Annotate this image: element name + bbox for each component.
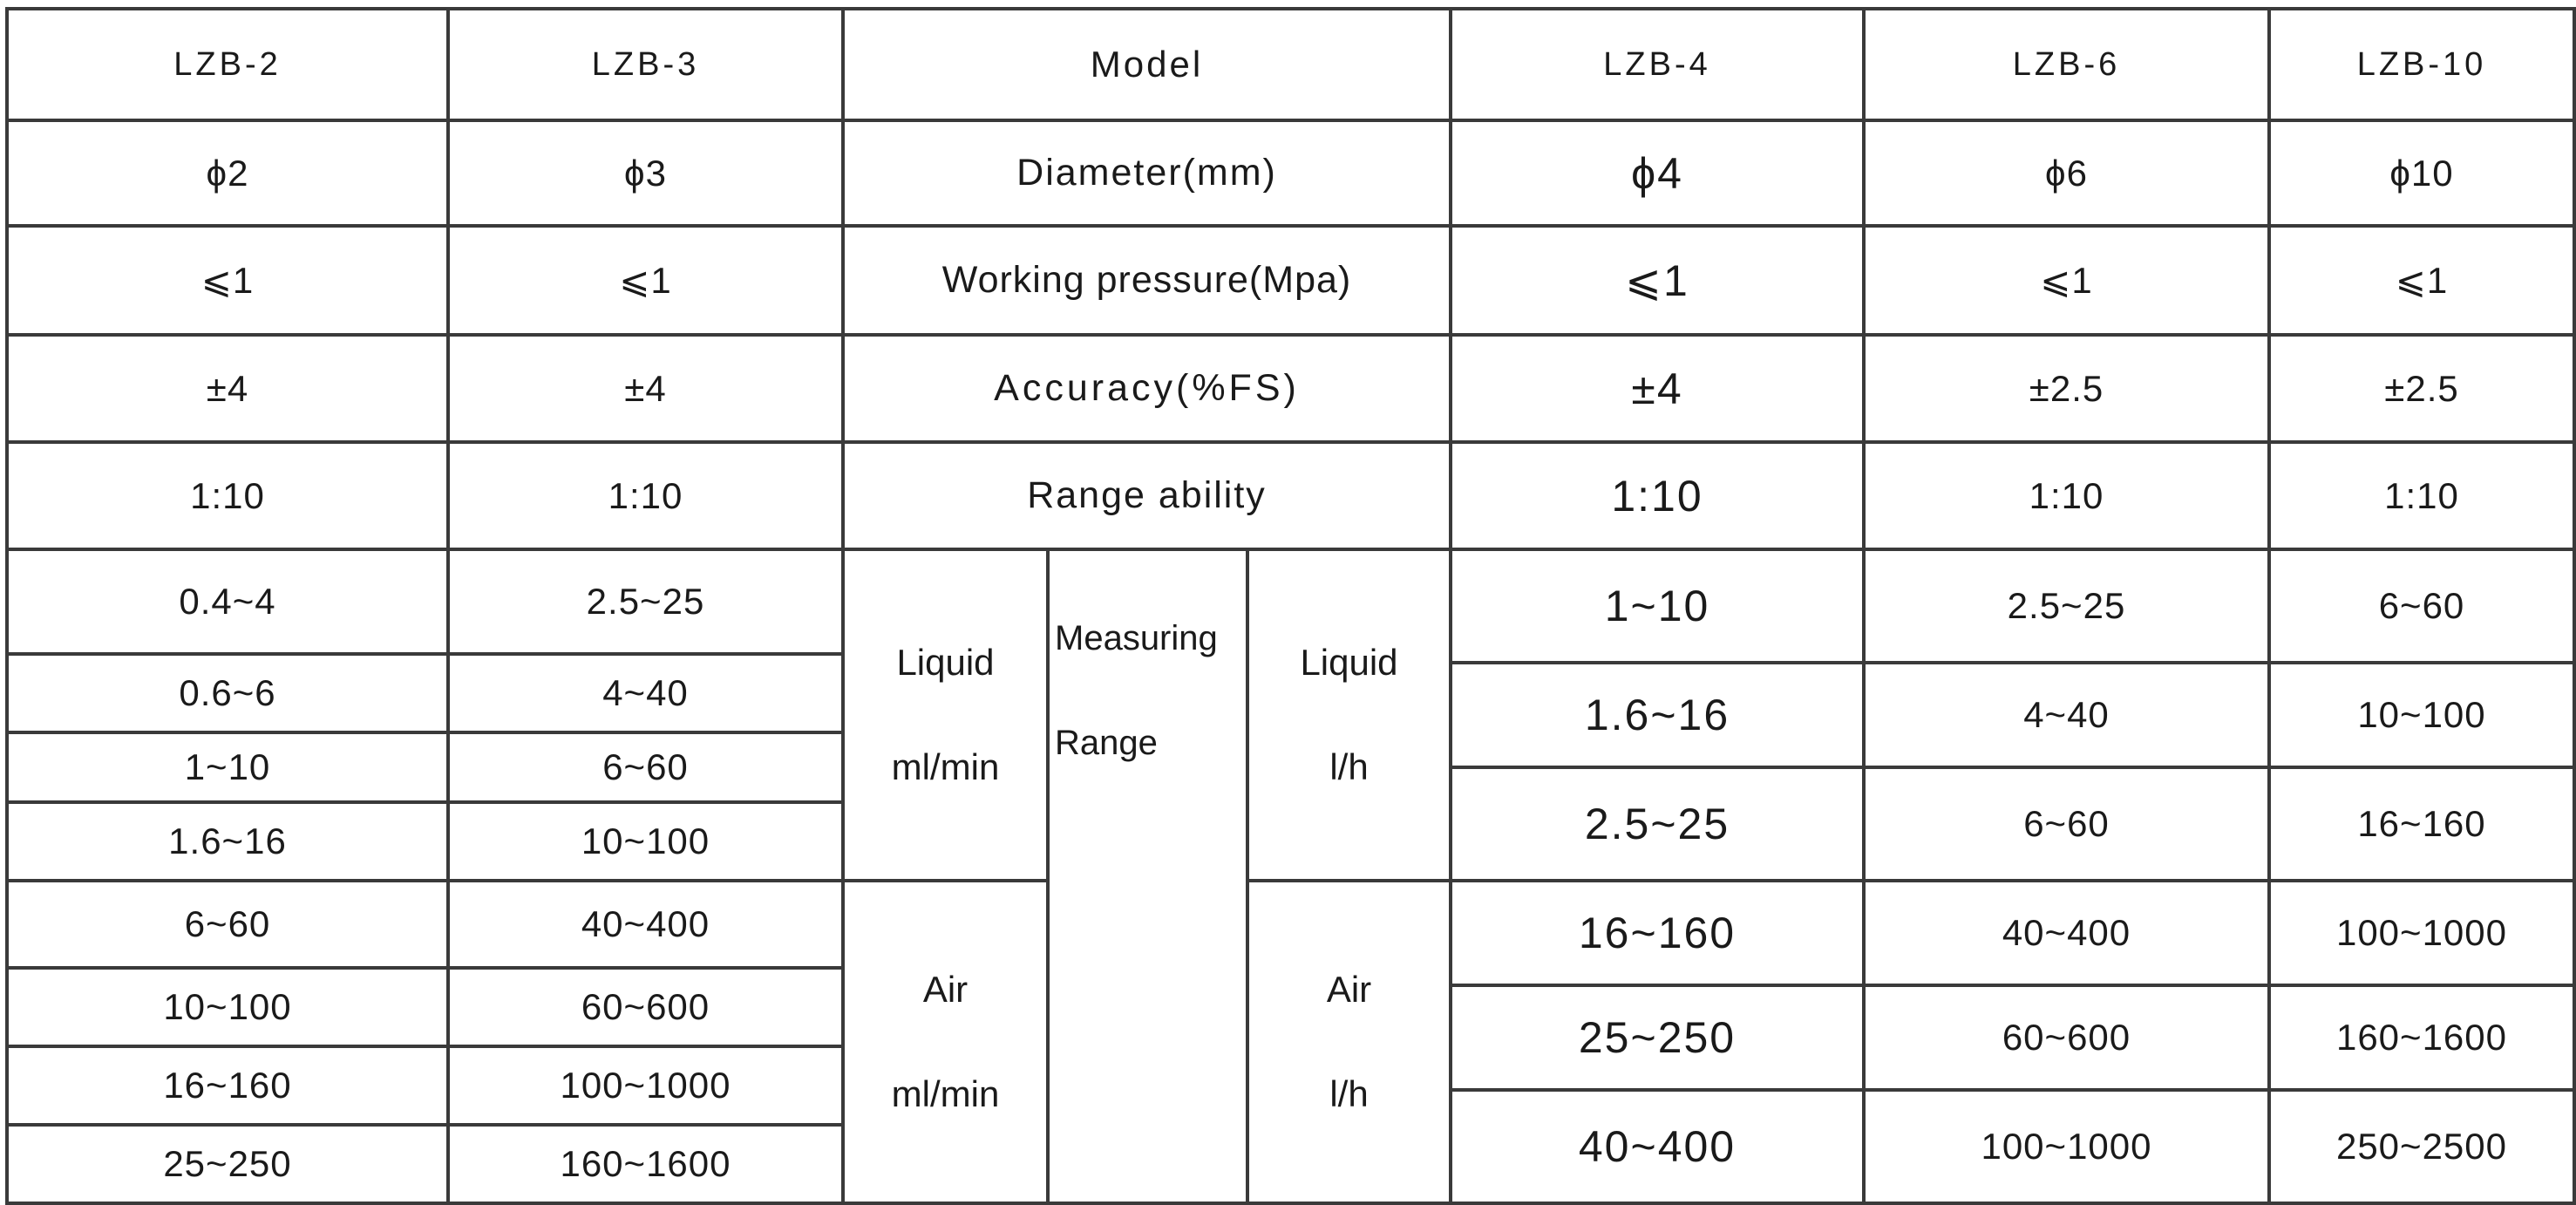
air-large-unit <box>1247 881 1451 1203</box>
cell: 10~100 <box>7 968 448 1046</box>
header-lzb-3: LZB-3 <box>448 9 843 120</box>
cell: 10~100 <box>2269 663 2574 767</box>
cell: 40~400 <box>1451 1090 1864 1203</box>
cell: 2.5~25 <box>1451 767 1864 881</box>
cell: 1:10 <box>7 442 448 549</box>
liquid-small-unit <box>843 549 1048 881</box>
cell: 6~60 <box>7 881 448 968</box>
cell: 0.4~4 <box>7 549 448 654</box>
header-model: Model <box>843 9 1451 120</box>
air-row-a <box>7 881 2574 916</box>
measuring-range-label <box>1048 549 1247 1203</box>
liquid-small-unit-line2: ml/min <box>891 746 1000 787</box>
liquid-small-unit-line1: Liquid <box>896 642 995 683</box>
cell: ϕ10 <box>2269 120 2574 226</box>
cell: ⩽1 <box>1864 226 2269 335</box>
cell: 1:10 <box>1864 442 2269 549</box>
header-lzb-2: LZB-2 <box>7 9 448 120</box>
header-lzb-4: LZB-4 <box>1451 9 1864 120</box>
cell: ⩽1 <box>448 226 843 335</box>
row-label: Diameter(mm) <box>843 120 1451 226</box>
cell: 250~2500 <box>2269 1090 2574 1203</box>
cell: 1.6~16 <box>1451 663 1864 767</box>
cell: 1:10 <box>1451 442 1864 549</box>
measuring-range-line2: Range <box>1055 724 1158 762</box>
air-small-unit-line2: ml/min <box>891 1073 1000 1114</box>
cell: ±4 <box>448 335 843 442</box>
cell: 16~160 <box>2269 767 2574 881</box>
row-label: Working pressure(Mpa) <box>843 226 1451 335</box>
liquid-large-unit-line2: l/h <box>1329 746 1369 787</box>
air-large-unit-line1: Air <box>1326 969 1372 1010</box>
header-lzb-10: LZB-10 <box>2269 9 2574 120</box>
cell: 1:10 <box>448 442 843 549</box>
air-large-unit-line2: l/h <box>1329 1073 1369 1114</box>
measuring-range-line1: Measuring <box>1055 619 1218 657</box>
cell: ϕ4 <box>1451 120 1864 226</box>
cell: 40~400 <box>1864 881 2269 985</box>
cell: 100~1000 <box>2269 881 2574 985</box>
cell: 2.5~25 <box>448 549 843 654</box>
liquid-row-a <box>7 549 2574 584</box>
cell: 100~1000 <box>1864 1090 2269 1203</box>
liquid-large-unit-line1: Liquid <box>1300 642 1398 683</box>
cell: 60~600 <box>1864 985 2269 1090</box>
cell: ϕ6 <box>1864 120 2269 226</box>
cell: 60~600 <box>448 968 843 1046</box>
cell: 1:10 <box>2269 442 2574 549</box>
cell: 10~100 <box>448 802 843 881</box>
air-small-unit <box>843 881 1048 1203</box>
cell: 25~250 <box>1451 985 1864 1090</box>
cell: ⩽1 <box>1451 226 1864 335</box>
cell: 1~10 <box>7 732 448 802</box>
row-label: Range ability <box>843 442 1451 549</box>
cell: 40~400 <box>448 881 843 968</box>
cell: 0.6~6 <box>7 654 448 732</box>
liquid-large-unit <box>1247 549 1451 881</box>
flowmeter-spec-table <box>5 7 2576 1205</box>
cell: ±2.5 <box>2269 335 2574 442</box>
cell: 160~1600 <box>2269 985 2574 1090</box>
cell: 4~40 <box>448 654 843 732</box>
air-small-unit-line1: Air <box>922 969 969 1010</box>
spec-row-diameter <box>7 120 2574 226</box>
cell: ±4 <box>7 335 448 442</box>
cell: 1~10 <box>1451 549 1864 663</box>
cell: ⩽1 <box>2269 226 2574 335</box>
cell: ±4 <box>1451 335 1864 442</box>
header-lzb-6: LZB-6 <box>1864 9 2269 120</box>
spec-row-range-ability <box>7 442 2574 549</box>
cell: 25~250 <box>7 1125 448 1203</box>
row-label: Accuracy(%FS) <box>843 335 1451 442</box>
spec-row-pressure <box>7 226 2574 335</box>
header-row <box>7 9 2574 120</box>
cell: 6~60 <box>448 732 843 802</box>
cell: 6~60 <box>1864 767 2269 881</box>
spec-row-accuracy <box>7 335 2574 442</box>
cell: 4~40 <box>1864 663 2269 767</box>
cell: 160~1600 <box>448 1125 843 1203</box>
cell: 100~1000 <box>448 1046 843 1125</box>
cell: 16~160 <box>1451 881 1864 985</box>
cell: ϕ2 <box>7 120 448 226</box>
cell: 6~60 <box>2269 549 2574 663</box>
cell: ⩽1 <box>7 226 448 335</box>
cell: ϕ3 <box>448 120 843 226</box>
cell: 16~160 <box>7 1046 448 1125</box>
cell: 2.5~25 <box>1864 549 2269 663</box>
cell: 1.6~16 <box>7 802 448 881</box>
cell: ±2.5 <box>1864 335 2269 442</box>
